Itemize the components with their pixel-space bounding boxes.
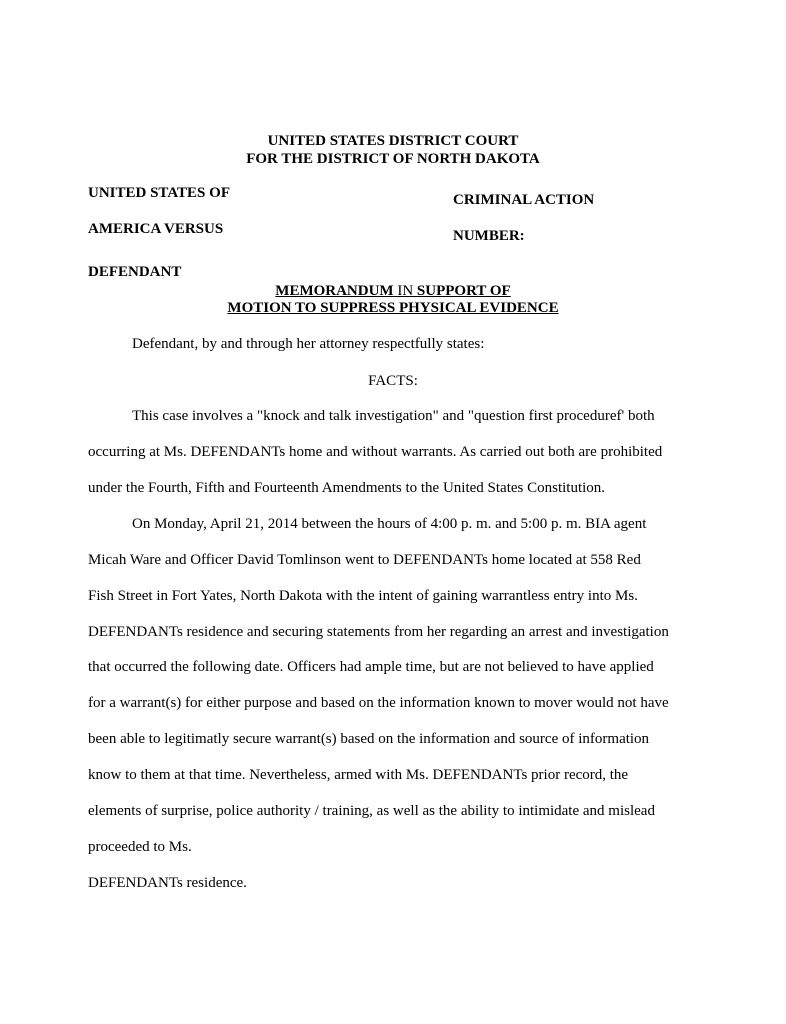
paragraph2-line: elements of surprise, police authority / training, as well as the ability to intimidate and mislead: [88, 803, 655, 819]
party-line3: DEFENDANT: [88, 264, 182, 280]
party-line2: AMERICA VERSUS: [88, 221, 224, 237]
paragraph2-line: been able to legitimatly secure warrant(s) based on the information and source of information: [88, 731, 650, 747]
paragraph2-line: DEFENDANTs residence.: [88, 875, 247, 891]
facts-heading: FACTS:: [368, 373, 418, 389]
title-in: IN: [393, 283, 417, 299]
case-number-label: NUMBER:: [453, 228, 525, 244]
paragraph2-line: Fish Street in Fort Yates, North Dakota with the intent of gaining warrantless entry into Ms.: [88, 588, 638, 604]
paragraph1-line: occurring at Ms. DEFENDANTs home and without warrants. As carried out both are prohibited: [88, 444, 663, 460]
paragraph2-line: DEFENDANTs residence and securing statements from her regarding an arrest and investigation: [88, 624, 669, 640]
paragraph1-line: This case involves a "knock and talk investigation" and "question first proceduref' both: [132, 408, 655, 424]
paragraph2-line: for a warrant(s) for either purpose and based on the information known to mover would not have: [88, 695, 669, 711]
intro-statement: Defendant, by and through her attorney respectfully states:: [132, 336, 485, 352]
memorandum-title-line1: [0, 282, 786, 300]
paragraph2-line: Micah Ware and Officer David Tomlinson went to DEFENDANTs home located at 558 Red: [88, 552, 641, 568]
paragraph1-line: under the Fourth, Fifth and Fourteenth Amendments to the United States Constitution.: [88, 480, 606, 496]
title-support-of: SUPPORT OF: [416, 283, 511, 299]
paragraph2-line: On Monday, April 21, 2014 between the hours of 4:00 p. m. and 5:00 p. m. BIA agent: [132, 516, 647, 532]
criminal-action-label: CRIMINAL ACTION: [453, 192, 595, 208]
paragraph2-line: proceeded to Ms.: [88, 839, 192, 855]
paragraph2-line: know to them at that time. Nevertheless, armed with Ms. DEFENDANTs prior record, the: [88, 767, 629, 783]
memorandum-title-line2: MOTION TO SUPPRESS PHYSICAL EVIDENCE: [227, 300, 559, 316]
court-name-line2: FOR THE DISTRICT OF NORTH DAKOTA: [246, 151, 540, 167]
party-line1: UNITED STATES OF: [88, 185, 230, 201]
paragraph2-line: that occurred the following date. Officers had ample time, but are not believed to have applied: [88, 659, 654, 675]
court-name-line1: UNITED STATES DISTRICT COURT: [267, 133, 519, 149]
title-memorandum: MEMORANDUM: [275, 283, 394, 299]
